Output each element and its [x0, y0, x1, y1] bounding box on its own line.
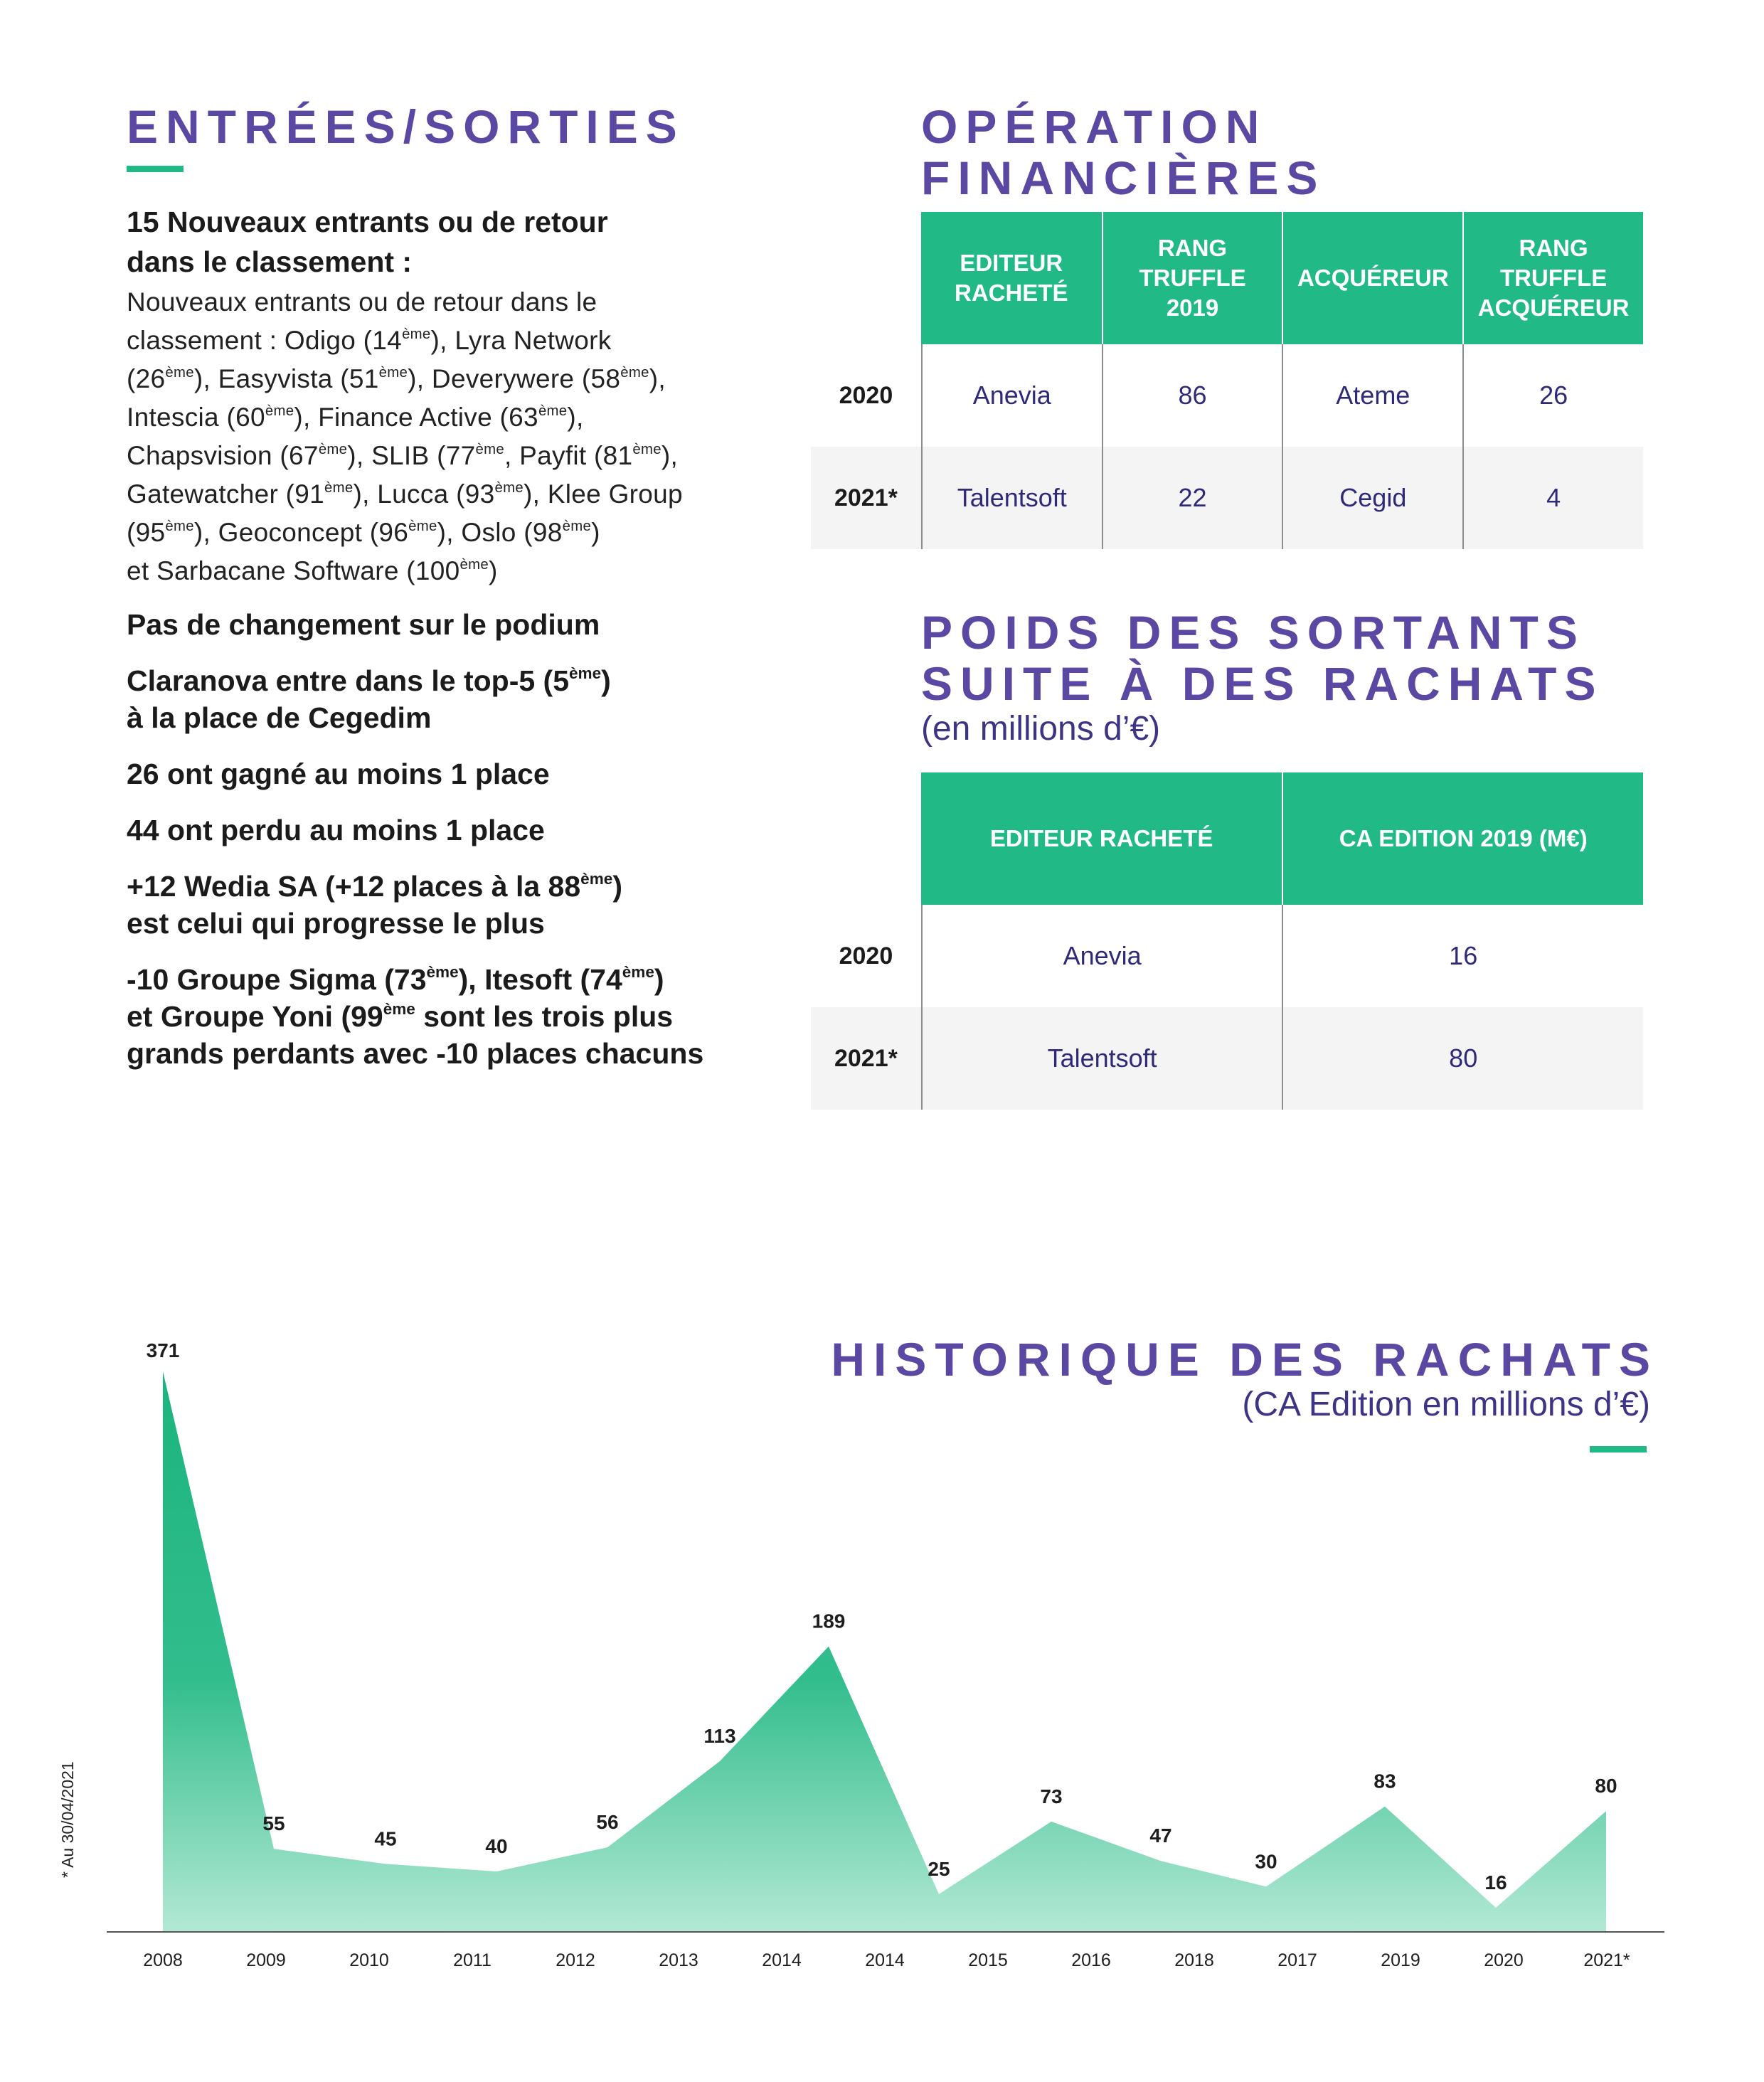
intro-text [127, 283, 767, 590]
table-cell: 16 [1282, 905, 1643, 1007]
intro-text-line: Chapsvision (67ème), SLIB (77ème, Payfit (81ème), [127, 441, 679, 470]
intro-bold-line: dans le classement : [127, 245, 413, 278]
data-label: 16 [1484, 1871, 1507, 1894]
operation-title-line1: OPÉRATION [921, 100, 1268, 153]
table-header-cell: EDITEUR RACHETÉ [921, 212, 1102, 344]
data-label: 47 [1149, 1825, 1172, 1847]
intro-text-line: classement : Odigo (14ème), Lyra Network [127, 326, 612, 355]
x-tick-label: 2013 [659, 1950, 698, 1970]
data-point [607, 1847, 608, 1848]
data-label: 189 [812, 1610, 846, 1632]
intro-text-line: Intescia (60ème), Finance Active (63ème), [127, 403, 584, 432]
intro-text-line: Gatewatcher (91ème), Lucca (93ème), Klee Group [127, 479, 683, 509]
operation-financieres-table [811, 212, 1643, 549]
table-cell: 22 [1102, 447, 1282, 549]
data-point [1495, 1907, 1497, 1908]
historique-title: HISTORIQUE DES RACHATS [831, 1333, 1659, 1386]
entrees-sorties-underline [127, 166, 184, 172]
data-label: 25 [928, 1857, 950, 1880]
table-row-label: 2020 [839, 942, 893, 970]
table-header-cell: ACQUÉREUR [1282, 212, 1462, 344]
table-row [811, 905, 1643, 1007]
x-tick-label: 2021* [1583, 1950, 1630, 1970]
data-label: 40 [485, 1835, 508, 1858]
data-point [385, 1863, 386, 1864]
poids-sortants-section [921, 607, 1604, 749]
poids-subtitle: (en millions d’€) [921, 710, 1161, 748]
data-point [496, 1871, 497, 1872]
table-row-label: 2021* [834, 484, 898, 511]
x-tick-label: 2010 [349, 1950, 389, 1970]
data-point [1265, 1886, 1267, 1887]
data-point [1384, 1806, 1386, 1807]
x-tick-label: 2018 [1174, 1950, 1214, 1970]
x-tick-label: 2015 [968, 1950, 1008, 1970]
stat-item [127, 662, 767, 736]
historique-area-chart [0, 1323, 1764, 1977]
data-label: 371 [146, 1339, 180, 1361]
data-point [1160, 1860, 1162, 1861]
stat-line: Claranova entre dans le top-5 (5ème) [127, 664, 611, 697]
stat-line: 44 ont perdu au moins 1 place [127, 814, 545, 846]
poids-title-line1: POIDS DES SORTANTS [921, 606, 1585, 659]
footnote: * Au 30/04/2021 [58, 1761, 77, 1878]
data-label: 30 [1255, 1850, 1277, 1873]
stat-item [127, 961, 767, 1072]
table-cell: 86 [1102, 344, 1282, 447]
table-row [811, 344, 1643, 447]
table-cell: Anevia [921, 905, 1282, 1007]
intro-text-line: (95ème), Geoconcept (96ème), Oslo (98ème) [127, 518, 600, 547]
x-tick-label: 2012 [556, 1950, 595, 1970]
table-header-cell: RANG TRUFFLE 2019 [1102, 212, 1282, 344]
poids-title-line2: SUITE À DES RACHATS [921, 657, 1604, 710]
table-header-cell: RANG TRUFFLE ACQUÉREUR [1462, 212, 1643, 344]
data-point [273, 1848, 275, 1849]
stat-item [127, 606, 767, 643]
data-label: 45 [374, 1827, 397, 1850]
stat-line: grands perdants avec -10 places chacuns [127, 1037, 704, 1070]
table-cell: 4 [1462, 447, 1643, 549]
table-row [811, 1007, 1643, 1110]
stat-item [127, 812, 767, 849]
stat-line: +12 Wedia SA (+12 places à la 88ème) [127, 870, 622, 903]
x-tick-label: 2020 [1484, 1950, 1524, 1970]
x-tick-label: 2014 [762, 1950, 802, 1970]
table-row-label: 2021* [834, 1044, 898, 1072]
table-cell: Talentsoft [921, 1007, 1282, 1110]
historique-subtitle: (CA Edition en millions d’€) [1242, 1386, 1650, 1423]
stat-line: à la place de Cegedim [127, 701, 432, 734]
x-tick-label: 2014 [865, 1950, 905, 1970]
x-tick-label: 2016 [1071, 1950, 1111, 1970]
x-tick-label: 2008 [143, 1950, 183, 1970]
stat-item [127, 868, 767, 942]
data-point [938, 1894, 940, 1895]
poids-sortants-table [811, 772, 1643, 1110]
data-point [828, 1646, 829, 1647]
intro-text-line: et Sarbacane Software (100ème) [127, 556, 498, 585]
stats-list [127, 606, 767, 1072]
stat-line: et Groupe Yoni (99ème sont les trois plus [127, 1000, 674, 1033]
table-cell: Talentsoft [921, 447, 1102, 549]
x-tick-label: 2017 [1277, 1950, 1317, 1970]
table-cell: Ateme [1282, 344, 1462, 447]
intro-bold-line: 15 Nouveaux entrants ou de retour [127, 206, 608, 238]
table-cell: Anevia [921, 344, 1102, 447]
stat-item [127, 755, 767, 792]
data-label: 55 [262, 1812, 285, 1835]
table-cell: Cegid [1282, 447, 1462, 549]
x-tick-label: 2009 [246, 1950, 286, 1970]
data-point [1605, 1810, 1607, 1812]
x-tick-label: 2019 [1381, 1950, 1420, 1970]
data-label: 73 [1040, 1785, 1063, 1807]
entrees-sorties-title: ENTRÉES/SORTIES [127, 100, 685, 153]
data-label: 83 [1374, 1770, 1396, 1792]
stat-line: est celui qui progresse le plus [127, 907, 545, 940]
x-tick-label: 2011 [453, 1950, 492, 1970]
stat-line: Pas de changement sur le podium [127, 608, 600, 641]
entrees-sorties-body [127, 202, 767, 1091]
data-point [162, 1371, 164, 1372]
stat-line: -10 Groupe Sigma (73ème), Itesoft (74ème) [127, 963, 664, 996]
table-corner [811, 772, 921, 905]
operation-financieres-section [921, 101, 1325, 203]
stat-line: 26 ont gagné au moins 1 place [127, 758, 550, 790]
table-row-label: 2020 [839, 381, 893, 409]
table-row [811, 447, 1643, 549]
data-label: 80 [1595, 1775, 1617, 1797]
intro-text-line: (26ème), Easyvista (51ème), Deverywere (58ème), [127, 364, 666, 393]
operation-title-line2: FINANCIÈRES [921, 152, 1326, 204]
table-header-cell: CA EDITION 2019 (M€) [1282, 772, 1643, 905]
table-cell: 80 [1282, 1007, 1643, 1110]
data-label: 113 [703, 1724, 736, 1747]
table-cell: 26 [1462, 344, 1643, 447]
table-header-cell: EDITEUR RACHETÉ [921, 772, 1282, 905]
data-label: 56 [596, 1811, 619, 1834]
data-point [1051, 1821, 1052, 1822]
table-corner [811, 212, 921, 344]
data-point [719, 1760, 721, 1762]
intro-text-line: Nouveaux entrants ou de retour dans le [127, 287, 597, 317]
